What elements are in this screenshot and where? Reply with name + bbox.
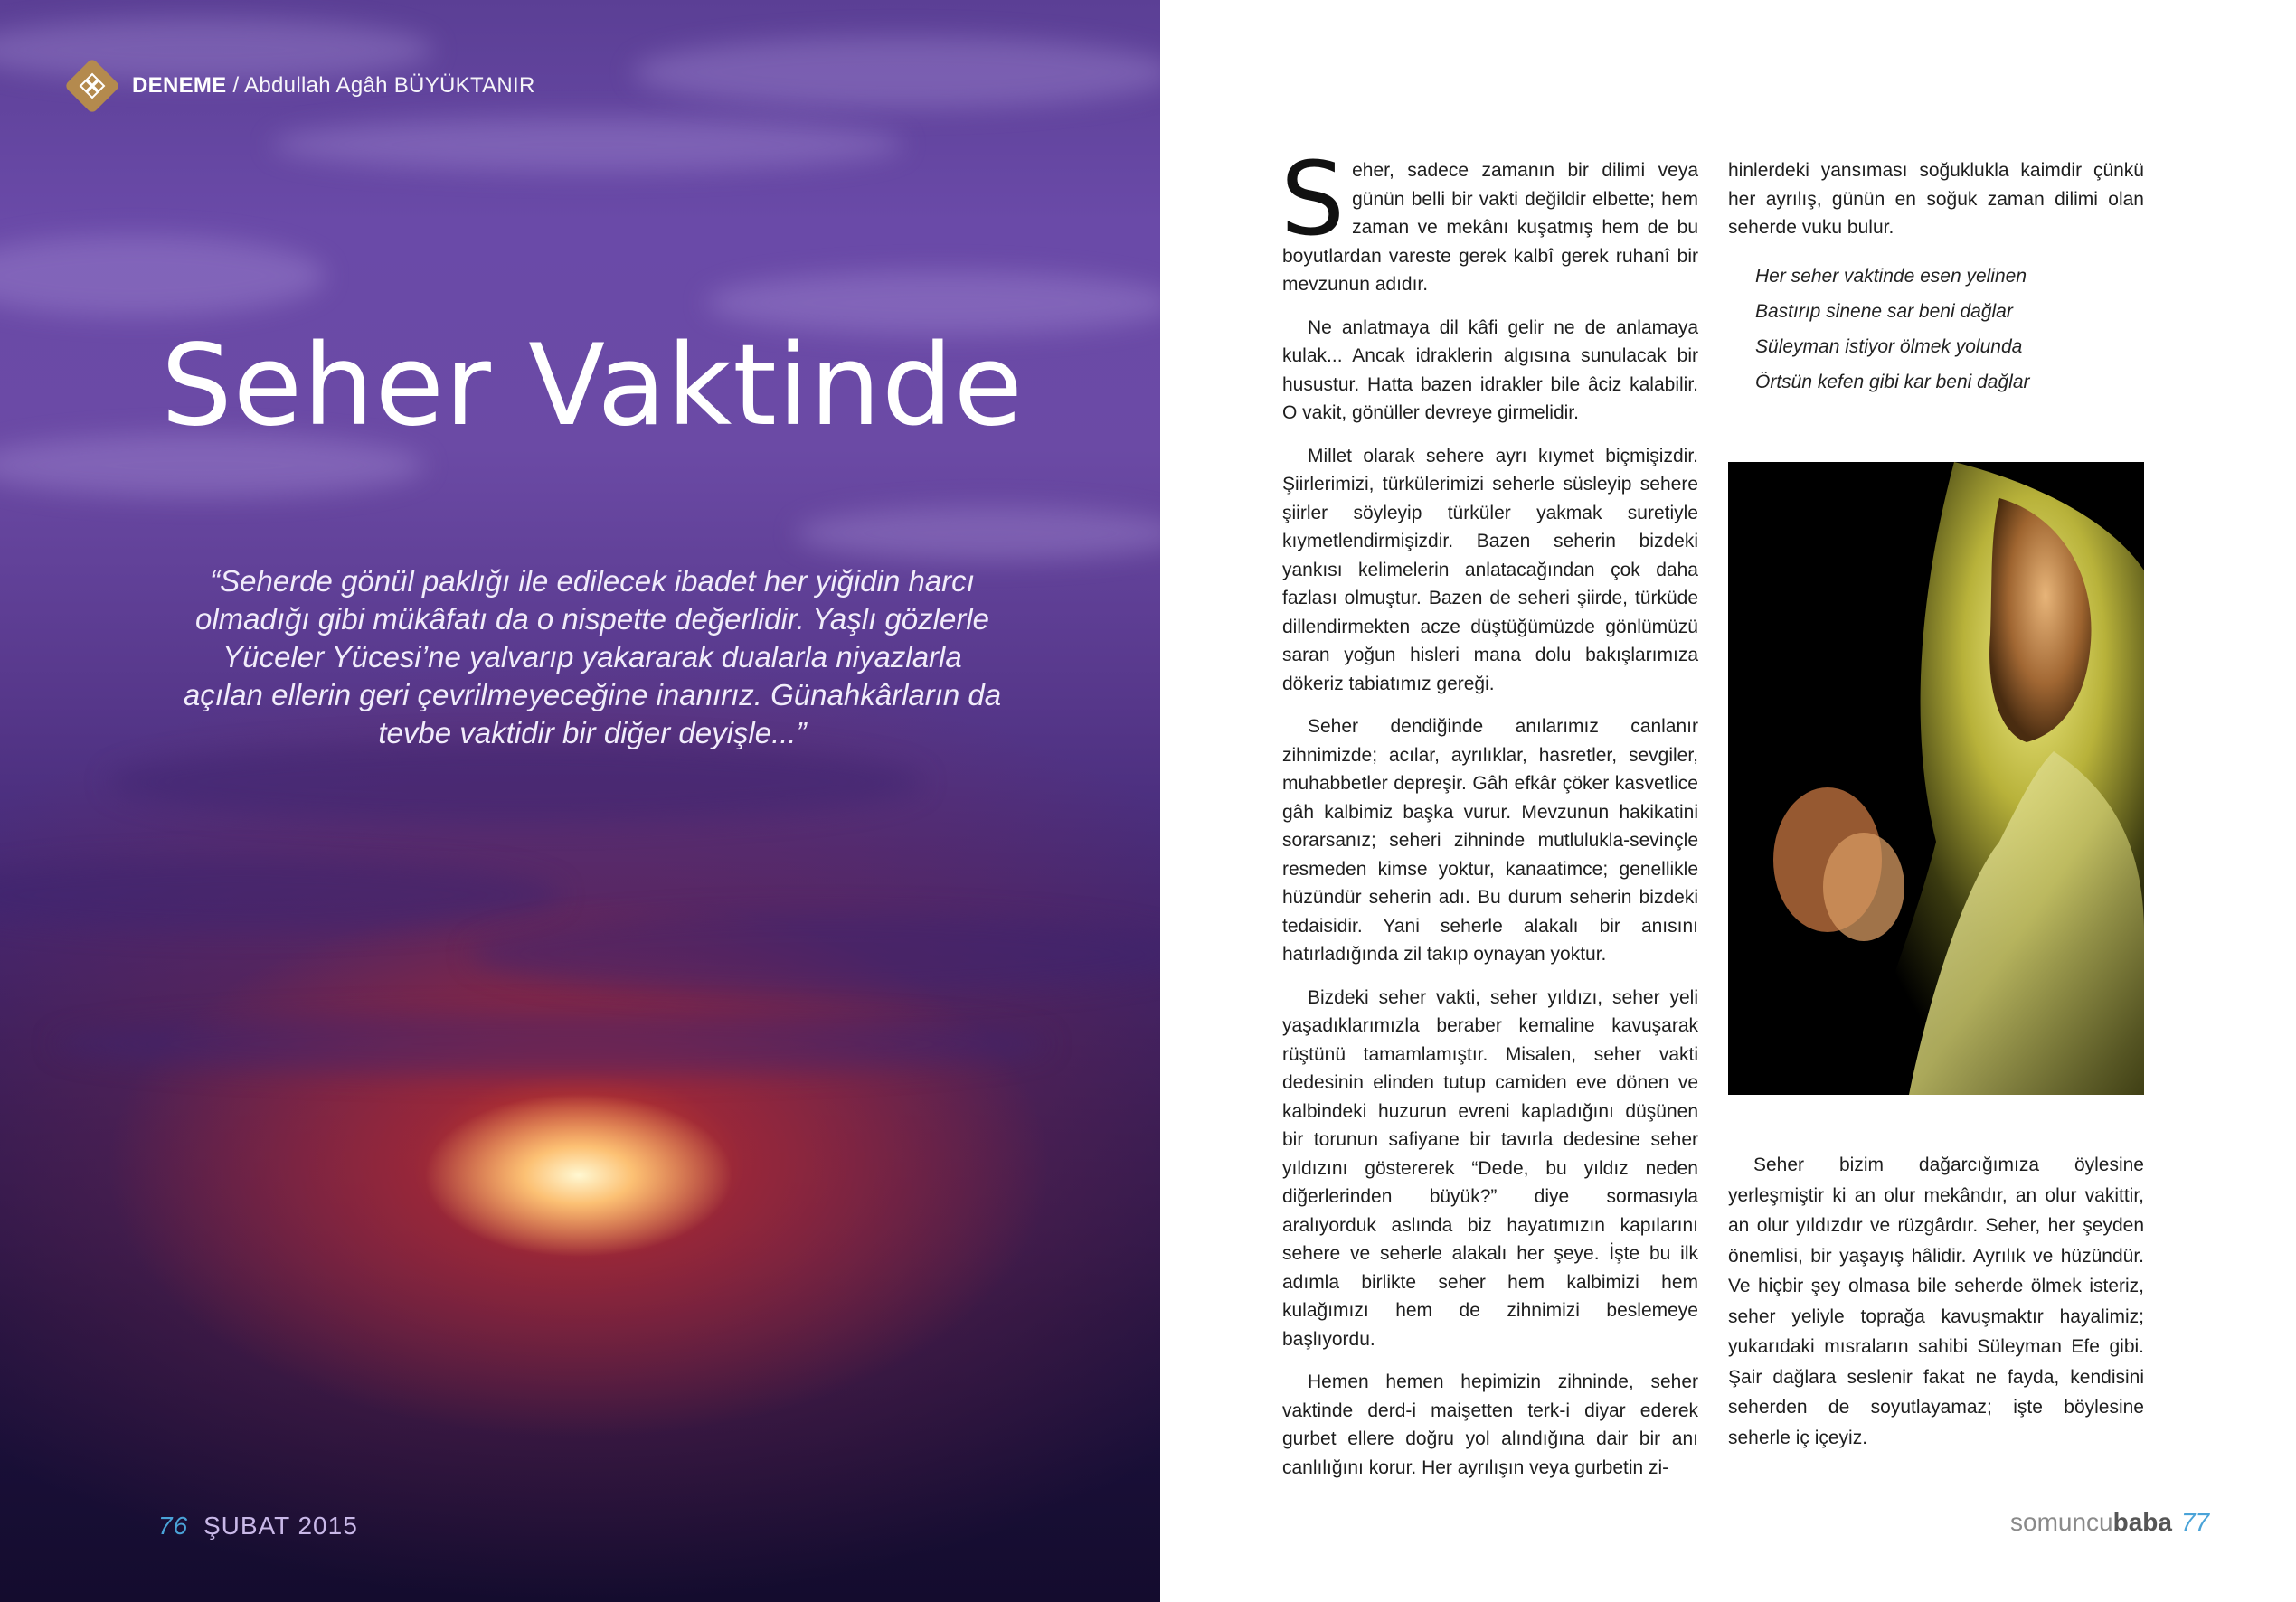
paragraph: Millet olarak sehere ayrı kıymet biçmişizdir. Şiirlerimizi, türkülerimizi seherle süsleyip sehere şiirler söyleyip türküler yakmak suretiyle kıymetlendirmişizdir. Bazen seherin bizdeki yankısı kelimelerin anlatacağından çok daha fazlası olmuştur. Bazen de seheri şiirde, türküde dillendirmekten acze düştüğümüzde gönlümüzü saran yoğun hisleri mana dolu bakışlarımıza dökeriz tabiatımız gereği. [1282, 445, 1698, 694]
page-number-right: 77 [2180, 1508, 2210, 1536]
paragraph: Seher bizim dağarcığımıza öylesine yerleşmiştir ki an olur mekândır, an olur vakittir, an olur yıldızdır ve rüzgârdır. Seher, her şeyden önemlisi, bir yaşayış hâlidir. Ayrılık ve hüzündür. Ve hiçbir şey olmasa bile seherde ölmek isteriz, seher yeliyle toprağa kavuşmaktır hayalimiz; yukarıdaki mısraların sahibi Süleyman Efe gibi. Şair dağlara seslenir fakat ne fayda, kendisini seherden de soyutlayamaz; işte böylesine seherle iç içeyiz. [1728, 1154, 2144, 1448]
paragraph [1280, 141, 1698, 299]
paragraph: Bizdeki seher vakti, seher yıldızı, seher yeli yaşadıklarımızla beraber kemaline kavuşarak rüştünü tamamlamıştır. Misalen, seher vakti dedesinin elinden tutup camiden eve dönen ve kalbindeki huzurun evreni kapladığını düşünen bir torunun safiyane bir tavırla dedesine seher yıldızını göstererek “Dede, bu yıldız neden diğerlerinden büyük?” diye sormasıyla aralıyorduk aslında biz hayatımızın kapılarını sehere ve seherle alakalı her şeye. İşte bu ilk adımla birlikte seher hem kalbimizi hem kulağımızı hem de zihnimizi beslemeye başlıyordu. [1282, 986, 1698, 1350]
text-column-2-bottom [1728, 1150, 2144, 1453]
magazine-name-part2: baba [2112, 1508, 2172, 1536]
paragraph-text: eher, sadece zamanın bir dilimi veya günün belli bir vakti değildir elbette; hem zaman ve mekânı kuşatmış hem de bu boyutlardan vareste gerek kalbî gerek ruhanî bir mevzunun adıdır. [1282, 160, 1698, 295]
section-byline [132, 73, 535, 99]
poem-line: Bastırıp sinene sar beni dağlar [1755, 300, 2013, 322]
right-page [1160, 0, 2296, 1602]
text-column-2 [1728, 156, 2144, 400]
page-number-left: 76 [158, 1512, 189, 1540]
ornament-diamond-icon [65, 59, 119, 113]
poem-stanza [1755, 259, 2144, 400]
paragraph: Hemen hemen hepimizin zihninde, seher vaktinde derd-i maişetten terk-i diyar ederek gurbet ellere doğru yol alındığına dair bir anı canlılığını korur. Her ayrılışın veya gurbetin zi- [1282, 1371, 1698, 1478]
poem-line: Her seher vaktinde esen yelinen [1755, 265, 2027, 287]
poem-line: Örtsün kefen gibi kar beni dağlar [1755, 371, 2030, 392]
page-footer-left [158, 1512, 358, 1541]
drop-cap: S [1280, 141, 1346, 259]
poem-line: Süleyman istiyor ölmek yolunda [1755, 335, 2023, 357]
paragraph: Ne anlatmaya dil kâfi gelir ne de anlamaya kulak... Ancak idraklerin algısına sunulacak bir husustur. Hatta bazen idrakler bile âciz kalabilir. O vakit, gönüller devreye girmelidir. [1282, 316, 1698, 423]
section-tag [65, 58, 535, 114]
byline-separator: / [232, 73, 240, 98]
issue-date: ŞUBAT 2015 [203, 1512, 358, 1540]
pull-quote: “Seherde gönül paklığı ile edilecek ibadet her yiğidin harcı olmadığı gibi mükâfatı da o nispette değerlidir. Yaşlı gözlerle Yüceler Yücesi’ne yalvarıp yakararak dualarla niyazlarla açılan ellerin geri çevrilmeyeceğine inanırız. Günahkârların da tevbe vaktidir bir diğer deyişle...” [183, 564, 1002, 749]
page-footer-right [2010, 1508, 2209, 1537]
magazine-name-part1: somuncu [2010, 1508, 2113, 1536]
section-label: DENEME [132, 73, 227, 98]
text-column-1 [1280, 141, 1698, 1496]
paragraph: hinlerdeki yansıması soğuklukla kaimdir çünkü her ayrılış, günün en soğuk zaman dilimi olan seherde vuku bulur. [1728, 160, 2144, 238]
paragraph: Seher dendiğinde anılarımız canlanır zihnimizde; acılar, ayrılıklar, hasretler, sevgiler, muhabbetler depreşir. Gâh efkâr çöker kasvetlice gâh kalbimiz başka vurur. Mevzunun hakikatini sorarsanız; seheri zihninde mutlulukla-sevinçle resmeden kimse yoktur, kanaatimce; genellikle hüzündür seherin adı. Bu durum seherin bizdeki tedaisidir. Yani seherle alakalı bir anısını hatırladığında zil takıp oynayan yoktur. [1282, 716, 1698, 965]
article-title: Seher Vaktinde [161, 321, 1024, 451]
author-name: Abdullah Agâh BÜYÜKTANIR [244, 73, 535, 98]
praying-girl-photo [1728, 462, 2144, 1095]
